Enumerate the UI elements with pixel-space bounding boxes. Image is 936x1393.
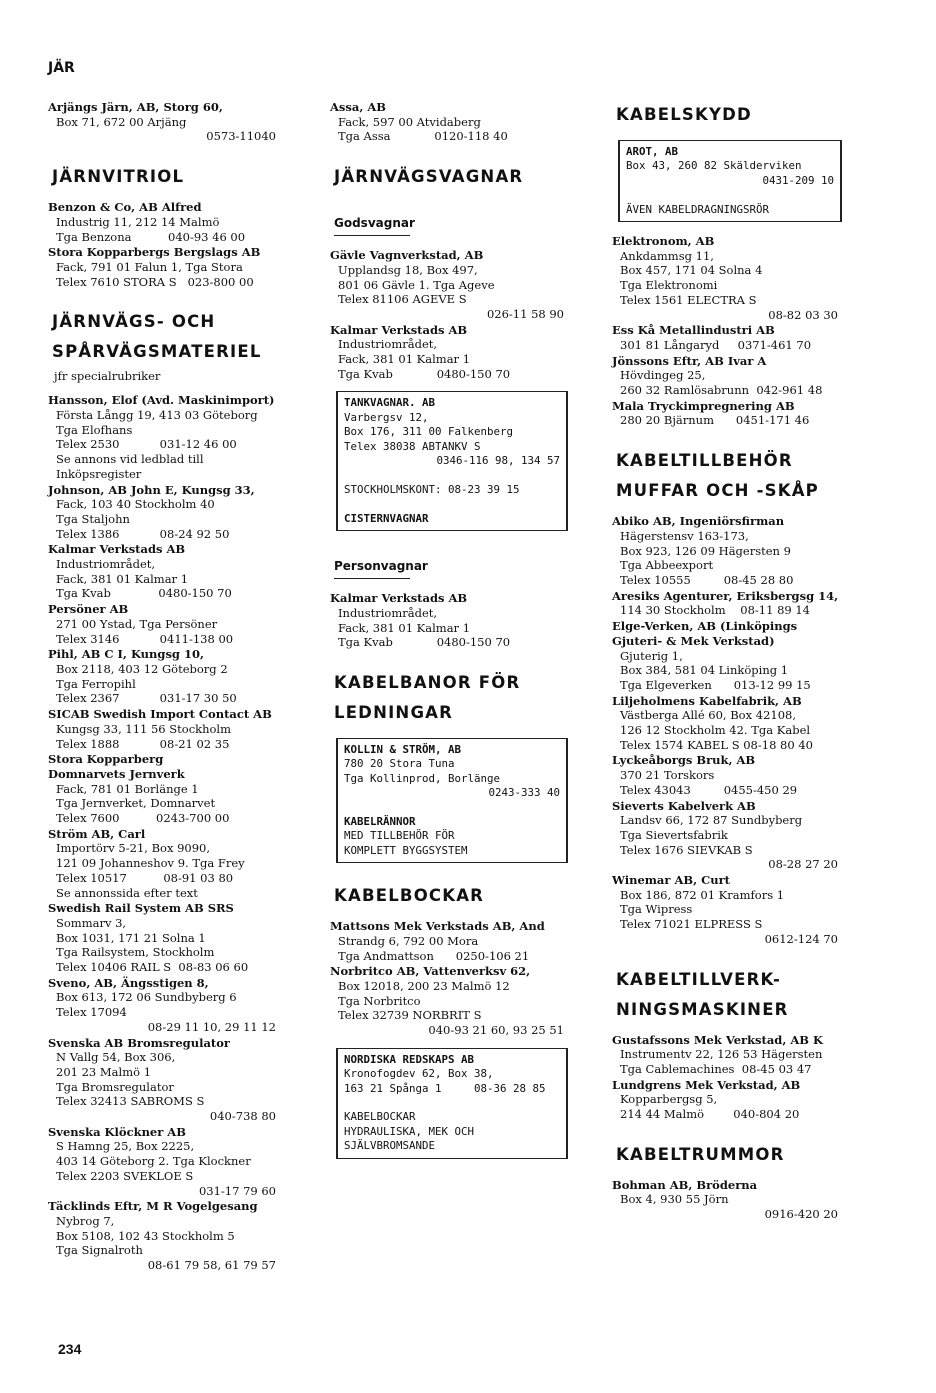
listing xyxy=(48,100,280,144)
firm-name: Lyckeåborgs Bruk, AB xyxy=(612,753,756,768)
ad-line: KABELBOCKAR xyxy=(344,1110,416,1124)
ad-line: STOCKHOLMSKONT: 08-23 39 15 xyxy=(344,482,520,496)
listing-line: N Vallg 54, Box 306, xyxy=(56,1050,176,1065)
listing-line: S Hamng 25, Box 2225, xyxy=(56,1139,195,1154)
listing-line: Box 1031, 171 21 Solna 1 xyxy=(56,930,206,945)
firm-name: Elge-Verken, AB (Linköpings Gjuteri- & Mek Verkstad) xyxy=(612,619,798,648)
ad-line: Box 176, 311 00 Falkenberg xyxy=(344,425,514,439)
section-heading-kabelskydd: KABELSKYDD xyxy=(616,105,752,124)
ad-line: 780 20 Stora Tuna xyxy=(344,757,455,771)
listing-line: Tga Kvab 0480-150 70 xyxy=(338,635,511,650)
ad-line: ÄVEN KABELDRAGNINGSRÖR xyxy=(626,202,770,216)
listing xyxy=(612,619,842,693)
listing xyxy=(48,827,280,901)
firm-name: Mattsons Mek Verkstads AB, And xyxy=(330,919,545,934)
listing-line: 370 21 Torskors xyxy=(620,768,715,783)
listing-line: Telex 32413 SABROMS S xyxy=(56,1094,205,1109)
listing xyxy=(612,354,842,398)
listing-line: Telex 43043 0455-450 29 xyxy=(620,782,798,797)
listing-line: Telex 7610 STORA S 023-800 00 xyxy=(56,274,254,289)
boxed-advertisement-tankvagnar xyxy=(336,391,568,531)
listing-line: 0916-420 20 xyxy=(764,1207,838,1222)
firm-name: Assa, AB xyxy=(330,100,386,114)
firm-name: Bohman AB, Bröderna xyxy=(612,1177,758,1192)
boxed-advertisement-nordiska xyxy=(336,1048,568,1159)
section-heading-kabeltillbehor: KABELTILLBEHÖR MUFFAR OCH -SKÅP xyxy=(616,451,819,501)
firm-name: Hansson, Elof (Avd. Maskinimport) xyxy=(48,393,275,408)
listing-line: Industriområdet, xyxy=(56,557,156,572)
section-heading-jarnvagsvagnar: JÄRNVÄGSVAGNAR xyxy=(334,167,524,187)
listing-line: 026-11 58 90 xyxy=(486,306,564,321)
listing-line: Telex 10406 RAIL S 08-83 06 60 xyxy=(56,960,249,975)
firm-name: Stora Kopparbergs Bergslags AB xyxy=(48,245,261,260)
firm-name: Gävle Vagnverkstad, AB xyxy=(330,248,484,263)
listing-line: Hägerstensv 163-173, xyxy=(620,528,749,543)
listing-line: Telex 10555 08-45 28 80 xyxy=(620,572,794,587)
subheading-godsvagnar: Godsvagnar xyxy=(334,216,410,236)
listing-line: Industriområdet, xyxy=(338,605,438,620)
ad-line: Kronofogdev 62, Box 38, xyxy=(344,1067,494,1081)
ad-line: MED TILLBEHÖR FÖR xyxy=(344,829,455,843)
listing xyxy=(330,100,568,144)
listing-line: 271 00 Ystad, Tga Persöner xyxy=(56,616,218,631)
listing-line: Telex 17094 xyxy=(56,1005,127,1020)
listing-line: 214 44 Malmö 040-804 20 xyxy=(620,1107,800,1122)
listing-line: Telex 2203 SVEKLOE S xyxy=(56,1168,194,1183)
ad-line xyxy=(344,801,560,815)
listing-line: Box 4, 930 55 Jörn xyxy=(620,1192,729,1207)
section-heading-kabeltrummor: KABELTRUMMOR xyxy=(616,1144,785,1164)
firm-name: Stora Kopparberg Domnarvets Jernverk xyxy=(48,752,185,781)
listing xyxy=(48,602,280,646)
listing-line: Tga Norbritco xyxy=(338,993,421,1008)
listing-line: 301 81 Långaryd 0371-461 70 xyxy=(620,337,812,352)
listing xyxy=(48,647,280,706)
listing-line: 08-61 79 58, 61 79 57 xyxy=(147,1258,276,1273)
listing-line: Tga Elgeverken 013-12 99 15 xyxy=(620,677,811,692)
listing-line: Telex 1561 ELECTRA S xyxy=(620,292,757,307)
listing-line: Se annons vid ledblad till xyxy=(56,452,204,467)
ad-line: KOLLIN & STRÖM, AB xyxy=(344,742,462,756)
firm-name: Arjängs Järn, AB, Storg 60, xyxy=(48,100,223,114)
listing-line: Tga Jernverket, Domnarvet xyxy=(56,796,216,811)
listing xyxy=(612,753,842,797)
boxed-advertisement-kollin xyxy=(336,738,568,863)
listing-line: 040-93 21 60, 93 25 51 xyxy=(428,1023,564,1038)
listing xyxy=(612,1033,842,1077)
listing-line: 280 20 Bjärnum 0451-171 46 xyxy=(620,413,810,428)
listing xyxy=(48,393,280,481)
listing-line: 08-82 03 30 xyxy=(768,307,838,322)
listing xyxy=(612,323,842,352)
firm-name: Benzon & Co, AB Alfred xyxy=(48,200,202,215)
listing-line: 0573-11040 xyxy=(206,129,276,144)
ad-line: AROT, AB xyxy=(626,145,679,158)
section-heading-jarnvags: JÄRNVÄGS- OCH SPÅRVÄGSMATERIEL xyxy=(52,312,262,362)
listing-line: Box 384, 581 04 Linköping 1 xyxy=(620,663,789,678)
firm-name: Aresiks Agenturer, Eriksbergsg 14, xyxy=(612,588,839,603)
listing-line: Inköpsregister xyxy=(56,466,142,481)
listing xyxy=(48,483,280,542)
section-heading-kabelbanor: KABELBANOR FÖR LEDNINGAR xyxy=(334,672,521,722)
listing-line: Fack, 781 01 Borlänge 1 xyxy=(56,781,199,796)
listing xyxy=(612,514,842,588)
listing-line: Telex 2367 031-17 30 50 xyxy=(56,691,237,706)
ad-line xyxy=(344,468,560,482)
listing xyxy=(330,591,568,650)
running-head: JÄR xyxy=(48,60,75,76)
firm-name: Sieverts Kabelverk AB xyxy=(612,798,756,813)
listing-line: 201 23 Malmö 1 xyxy=(56,1064,152,1079)
listing-line: Gjuterig 1, xyxy=(620,648,683,663)
listing xyxy=(330,964,568,1038)
column-3 xyxy=(612,100,842,1223)
ad-line: 0243-333 40 xyxy=(488,786,560,800)
firm-name: Lundgrens Mek Verkstad, AB xyxy=(612,1077,801,1092)
listing-line: 08-28 27 20 xyxy=(768,857,838,872)
listing-line: Kungsg 33, 111 56 Stockholm xyxy=(56,721,232,736)
listing-line: Tga Assa 0120-118 40 xyxy=(338,129,508,144)
section-heading-kabeltillverkningsmaskiner: KABELTILLVERK- NINGSMASKINER xyxy=(616,969,789,1019)
ad-line xyxy=(626,188,834,202)
listing-line: 040-738 80 xyxy=(209,1109,276,1124)
listing-line: 0612-124 70 xyxy=(764,931,838,946)
firm-name: Abiko AB, Ingeniörsfirman xyxy=(612,514,785,529)
ad-line: NORDISKA REDSKAPS AB xyxy=(344,1052,475,1066)
firm-name: Winemar AB, Curt xyxy=(612,873,730,888)
ad-line: 163 21 Spånga 1 08-36 28 85 xyxy=(344,1081,546,1095)
listing-line: 403 14 Göteborg 2. Tga Klockner xyxy=(56,1154,251,1169)
firm-name: Ess Kå Metallindustri AB xyxy=(612,323,775,338)
ad-line: CISTERNVAGNAR xyxy=(344,511,429,525)
listing-line: Telex 2530 031-12 46 00 xyxy=(56,437,237,452)
listing xyxy=(612,589,842,618)
listing-line: Upplandsg 18, Box 497, xyxy=(338,262,478,277)
listing-line: Industriområdet, xyxy=(338,337,438,352)
listing-line: 126 12 Stockholm 42. Tga Kabel xyxy=(620,723,811,738)
listing-line: Tga Cablemachines 08-45 03 47 xyxy=(620,1061,812,1076)
firm-name: Täcklinds Eftr, M R Vogelgesang xyxy=(48,1199,258,1214)
column-1 xyxy=(48,100,280,1274)
listing-line: Telex 81106 AGEVE S xyxy=(338,292,467,307)
listing xyxy=(330,248,568,322)
listing-line: Tga Benzona 040-93 46 00 xyxy=(56,229,246,244)
listing-line: Tga Wipress xyxy=(620,902,693,917)
listing-line: Nybrog 7, xyxy=(56,1214,115,1228)
listing-line: Landsv 66, 172 87 Sundbyberg xyxy=(620,813,803,828)
ad-line: KOMPLETT BYGGSYSTEM xyxy=(344,843,468,857)
listing-line: 801 06 Gävle 1. Tga Ageve xyxy=(338,277,495,292)
listing-line: Se annonssida efter text xyxy=(56,885,198,900)
firm-name: Elektronom, AB xyxy=(612,234,715,249)
listing-line: 260 32 Ramlösabrunn 042-961 48 xyxy=(620,383,823,398)
firm-name: Ström AB, Carl xyxy=(48,826,146,841)
listing xyxy=(48,901,280,975)
ad-line: Box 43, 260 82 Skälderviken xyxy=(626,159,802,173)
listing-line: Sommarv 3, xyxy=(56,915,127,930)
listing xyxy=(48,245,280,289)
firm-name: Gustafssons Mek Verkstad, AB K xyxy=(612,1032,823,1047)
ad-line: SJÄLVBROMSANDE xyxy=(344,1139,436,1153)
listing xyxy=(612,399,842,428)
listing-line: Telex 7600 0243-700 00 xyxy=(56,811,230,826)
listing xyxy=(612,1178,842,1222)
column-2 xyxy=(330,100,568,1171)
firm-name: Liljeholmens Kabelfabrik, AB xyxy=(612,693,802,708)
listing xyxy=(612,799,842,873)
ad-line: HYDRAULISKA, MEK OCH xyxy=(344,1124,475,1138)
firm-name: Swedish Rail System AB SRS xyxy=(48,901,234,916)
listing-line: Fack, 381 01 Kalmar 1 xyxy=(56,571,189,586)
listing-line: Tga Elektronomi xyxy=(620,278,718,293)
listing xyxy=(330,323,568,382)
listing-line: Telex 1676 SIEVKAB S xyxy=(620,842,753,857)
subheading-personvagnar: Personvagnar xyxy=(334,559,410,579)
listing-line: Fack, 597 00 Atvidaberg xyxy=(338,114,481,129)
listing-line: Tga Kvab 0480-150 70 xyxy=(338,366,511,381)
listing-line: Tga Ferropihl xyxy=(56,676,136,691)
listing-line: Box 2118, 403 12 Göteborg 2 xyxy=(56,661,228,676)
listing-line: Tga Abbeexport xyxy=(620,558,714,573)
ad-line: KABELRÄNNOR xyxy=(344,814,416,828)
listing-line: Fack, 381 01 Kalmar 1 xyxy=(338,352,471,367)
firm-name: Svenska Klöckner AB xyxy=(48,1124,186,1139)
listing-line: 08-29 11 10, 29 11 12 xyxy=(147,1019,276,1034)
listing-line: Fack, 103 40 Stockholm 40 xyxy=(56,497,215,512)
ad-line: 0346-116 98, 134 57 xyxy=(436,454,560,468)
listing-line: Box 186, 872 01 Kramfors 1 xyxy=(620,887,785,902)
ad-line xyxy=(344,497,560,511)
listing-line: Tga Signalroth xyxy=(56,1243,143,1258)
listing-line: Fack, 381 01 Kalmar 1 xyxy=(338,620,471,635)
listing xyxy=(612,873,842,947)
listing-line: Telex 71021 ELPRESS S xyxy=(620,917,763,932)
listing-line: Instrumentv 22, 126 53 Hägersten xyxy=(620,1047,823,1062)
listing-line: Hövdingeg 25, xyxy=(620,368,706,383)
listing-line: Kopparbergsg 5, xyxy=(620,1092,718,1107)
listing-line: Box 12018, 200 23 Malmö 12 xyxy=(338,978,510,993)
listing-line: Box 71, 672 00 Arjäng xyxy=(56,114,187,129)
listing xyxy=(48,752,280,826)
listing xyxy=(48,1199,280,1273)
listing xyxy=(48,976,280,1035)
firm-name: Kalmar Verkstads AB xyxy=(330,591,468,606)
listing-line: Box 923, 126 09 Hägersten 9 xyxy=(620,543,791,558)
ad-line: Varbergsv 12, xyxy=(344,410,429,424)
listing-line: Tga Railsystem, Stockholm xyxy=(56,945,215,960)
ad-line: Telex 38038 ABTANKV S xyxy=(344,439,481,453)
section-heading-jarnvitriol: JÄRNVITRIOL xyxy=(52,167,185,187)
listing xyxy=(612,1078,842,1122)
listing xyxy=(612,694,842,753)
listing xyxy=(48,1125,280,1199)
firm-name: Norbritco AB, Vattenverksv 62, xyxy=(330,964,531,979)
listing xyxy=(48,200,280,244)
listing-line: Telex 32739 NORBRIT S xyxy=(338,1008,482,1023)
listing-line: 114 30 Stockholm 08-11 89 14 xyxy=(620,603,810,618)
firm-name: Kalmar Verkstads AB xyxy=(330,322,468,337)
listing-line: Industrig 11, 212 14 Malmö xyxy=(56,214,220,229)
listing-line: Box 613, 172 06 Sundbyberg 6 xyxy=(56,990,237,1005)
listing-line: 031-17 79 60 xyxy=(198,1183,276,1198)
section-heading-kabelbockar: KABELBOCKAR xyxy=(334,886,485,906)
listing-line: Tga Elofhans xyxy=(56,422,133,437)
listing-line: Tga Staljohn xyxy=(56,511,130,526)
ad-line xyxy=(344,1096,560,1110)
listing-line: Första Långg 19, 413 03 Göteborg xyxy=(56,408,258,423)
firm-name: Mala Tryckimpregnering AB xyxy=(612,398,795,413)
listing-line: Tga Andmattson 0250-106 21 xyxy=(338,948,530,963)
listing-line: Box 457, 171 04 Solna 4 xyxy=(620,263,763,278)
listing xyxy=(330,919,568,963)
firm-name: Pihl, AB C I, Kungsg 10, xyxy=(48,647,204,662)
boxed-advertisement-arot xyxy=(618,140,842,222)
listing xyxy=(48,542,280,601)
ad-line: 0431-209 10 xyxy=(762,173,834,187)
listing-line: Tga Bromsregulator xyxy=(56,1079,174,1094)
listing-line: Telex 1574 KABEL S 08-18 80 40 xyxy=(620,737,813,752)
listing-line: Tga Kvab 0480-150 70 xyxy=(56,586,232,601)
listing-line: Telex 1386 08-24 92 50 xyxy=(56,526,230,541)
listing-line: Västberga Allé 60, Box 42108, xyxy=(620,708,796,723)
listing-line: Telex 10517 08-91 03 80 xyxy=(56,870,234,885)
listing-line: Ankdammsg 11, xyxy=(620,248,714,263)
cross-reference: jfr specialrubriker xyxy=(54,369,161,384)
page-number: 234 xyxy=(58,1341,82,1357)
listing-line: Importörv 5-21, Box 9090, xyxy=(56,841,211,856)
firm-name: Johnson, AB John E, Kungsg 33, xyxy=(48,482,255,497)
firm-name: Kalmar Verkstads AB xyxy=(48,542,186,557)
listing xyxy=(48,1036,280,1124)
listing-line: Telex 1888 08-21 02 35 xyxy=(56,736,230,751)
firm-name: Jönssons Eftr, AB Ivar A xyxy=(612,353,767,368)
listing-line: Telex 3146 0411-138 00 xyxy=(56,631,234,646)
firm-name: Svenska AB Bromsregulator xyxy=(48,1035,230,1050)
listing-line: Strandg 6, 792 00 Mora xyxy=(338,933,479,948)
listing xyxy=(612,234,842,322)
listing-line: 121 09 Johanneshov 9. Tga Frey xyxy=(56,856,245,871)
listing-line: Box 5108, 102 43 Stockholm 5 xyxy=(56,1228,235,1243)
firm-name: Persöner AB xyxy=(48,602,129,617)
ad-line: Tga Kollinprod, Borlänge xyxy=(344,771,501,785)
ad-line: TANKVAGNAR. AB xyxy=(344,396,436,410)
listing-line: Tga Sievertsfabrik xyxy=(620,827,728,842)
listing-line: Fack, 791 01 Falun 1, Tga Stora xyxy=(56,259,243,274)
firm-name: SICAB Swedish Import Contact AB xyxy=(48,707,272,722)
firm-name: Sveno, AB, Ängsstigen 8, xyxy=(48,975,209,990)
listing xyxy=(48,707,280,751)
